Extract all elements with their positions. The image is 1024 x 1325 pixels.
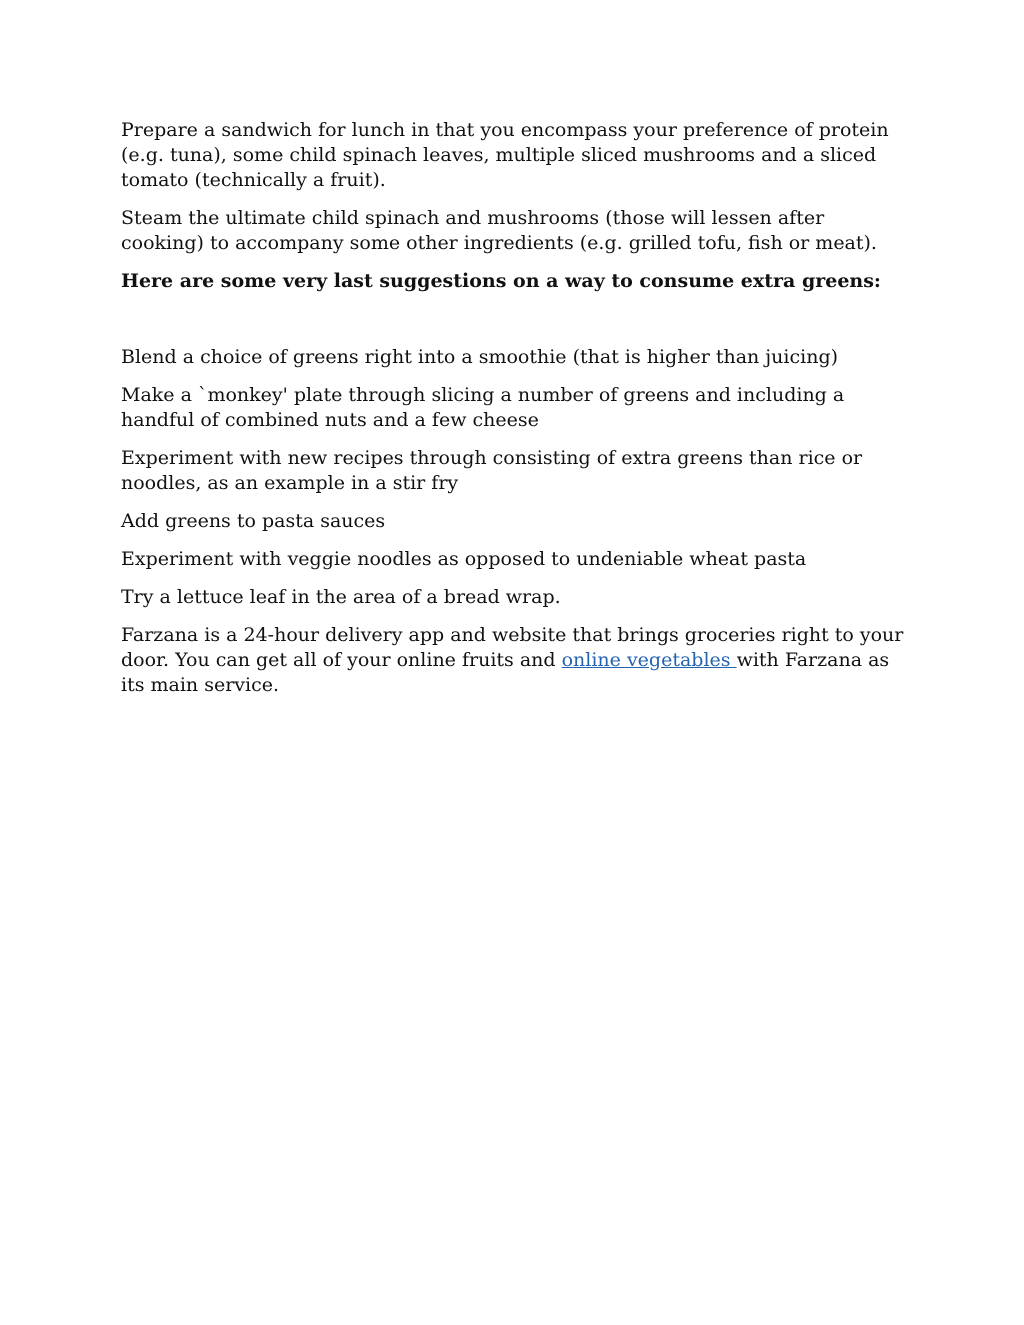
online-vegetables-link[interactable]: online vegetables: [561, 649, 737, 671]
section-heading: Here are some very last suggestions on a way to consume extra greens:: [121, 270, 881, 292]
closing-paragraph: [121, 623, 906, 698]
document-body: [121, 118, 906, 711]
suggestion-item: Experiment with new recipes through consisting of extra greens than rice or noodles, as an example in a stir fry: [121, 447, 863, 494]
suggestion-item: Blend a choice of greens right into a smoothie (that is higher than juicing): [121, 346, 839, 368]
closing-text-before-link: Farzana is a 24-hour delivery app and website that brings groceries right to your door. You can get all of your online fruits and: [121, 624, 904, 671]
suggestion-item: Experiment with veggie noodles as opposed to undeniable wheat pasta: [121, 548, 807, 570]
suggestion-item: Try a lettuce leaf in the area of a bread wrap.: [121, 586, 561, 608]
intro-paragraph-sandwich: Prepare a sandwich for lunch in that you encompass your preference of protein (e.g. tuna), some child spinach leaves, multiple sliced mushrooms and a sliced tomato (technically a fruit).: [121, 119, 889, 191]
spacer: [121, 294, 906, 345]
intro-paragraph-steam: Steam the ultimate child spinach and mushrooms (those will lessen after cooking) to accompany some other ingredients (e.g. grilled tofu, fish or meat).: [121, 207, 877, 254]
suggestion-item: Add greens to pasta sauces: [121, 510, 386, 532]
closing-text-after-link: with Farzana as its main service.: [121, 649, 890, 696]
suggestion-item: Make a `monkey' plate through slicing a number of greens and including a handful of combined nuts and a few cheese: [121, 384, 845, 431]
